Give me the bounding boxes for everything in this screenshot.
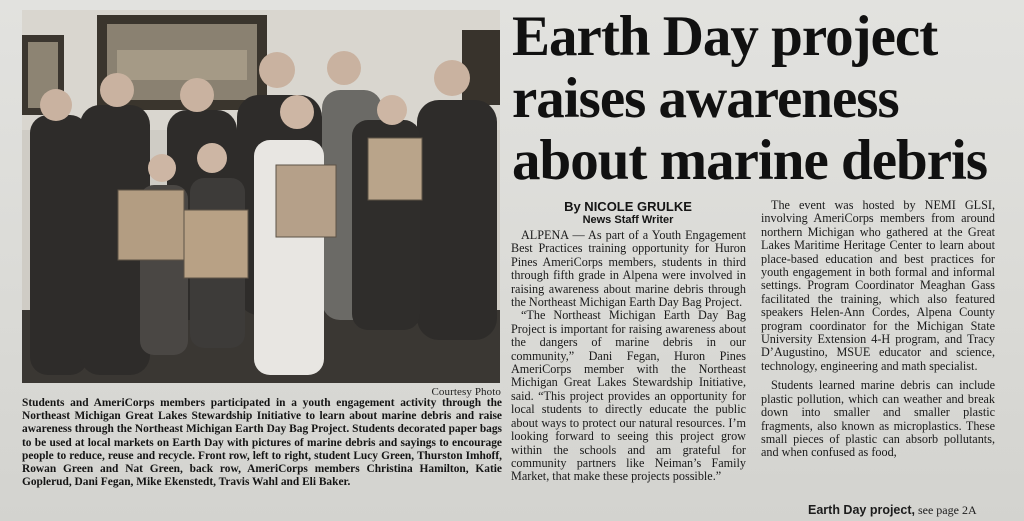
photo-caption: Students and AmeriCorps members participated in a youth engagement activity through the Northeast Michigan Great Lakes Stewardship Initiative to learn about marine debris and raise awareness through the Northeast Michigan Earth Day Bag Project. Students decorated paper bags to be used at local markets on Earth Day with pictures of marine debris and sayings to encourage people to reduce, reuse and recycle. Front row, left to right, student Lucy Green, Thurston Imhoff, Rowan Green and Nat Green, back row, AmeriCorps members Christina Hamilton, Katie Goplerud, Dani Fegan, Mike Ekenstedt, Travis Wahl and Eli Baker. [22,397,502,489]
jump-line [808,503,1008,518]
photo-credit: Courtesy Photo [431,386,501,398]
headline-line: Earth Day project [512,5,938,68]
paragraph: ALPENA — As part of a Youth Engagement Best Practices training opportunity for Huron Pines AmeriCorps members, students in third through fifth grade in Alpena were involved in raising awareness about marine debris through the Northeast Michigan Earth Day Bag Project. [511,228,747,310]
byline-title: News Staff Writer [582,214,674,226]
jump-text: see page 2A [917,503,977,517]
headline-line: about marine debris [512,129,988,192]
dateline: ALPENA [521,228,569,242]
headline-line: raises awareness [512,67,899,130]
paragraph: Students learned marine debris can include plastic pollution, which can weather and break down into smaller and smaller plastic fragments, also known as microplastics. These small pieces of plastic can absorb pollutants, and when confused as food, [761,378,995,460]
paragraph: The event was hosted by NEMI GLSI, involving AmeriCorps members from around northern Michigan who gathered at the Great Lakes Maritime Heritage Center to learn about place-based education and best practices for youth engagement in both formal and informal settings. Program Coordinator Meaghan Gass facilitated the training, which also featured speakers Helen-Ann Cordes, Alpena County program coordinator for the Michigan State University Extension 4-H program, and Tracy D’Augustino, MSUE educator and science, technology, engineering and math specialist. [761,198,995,373]
byline: By NICOLE GRULKE [564,199,692,214]
article-column-1 [511,229,746,484]
jump-label: Earth Day project, [808,503,915,517]
article-column-2 [761,199,995,460]
paragraph-text: As part of a Youth Engagement Best Practices training opportunity for Huron Pines AmeriCorps members, students in third through fifth grade in Alpena were involved in raising awareness about marine debris through the Northeast Michigan Earth Day Bag Project. [511,228,747,310]
headline [512,6,1017,192]
paragraph: “The Northeast Michigan Earth Day Bag Project is important for raising awareness about the dangers of marine debris in our community,” Dani Fegan, Huron Pines AmeriCorps member with the Northeast Michigan Great Lakes Stewardship Initiative, said. “This project provides an opportunity for local students to directly educate the public about ways to protect our natural resources. I’m looking forward to seeing this project grow within the schools and am grateful for community partners like Neiman’s Family Market, that make these projects possible.” [511,308,746,484]
group-photo [22,10,500,383]
